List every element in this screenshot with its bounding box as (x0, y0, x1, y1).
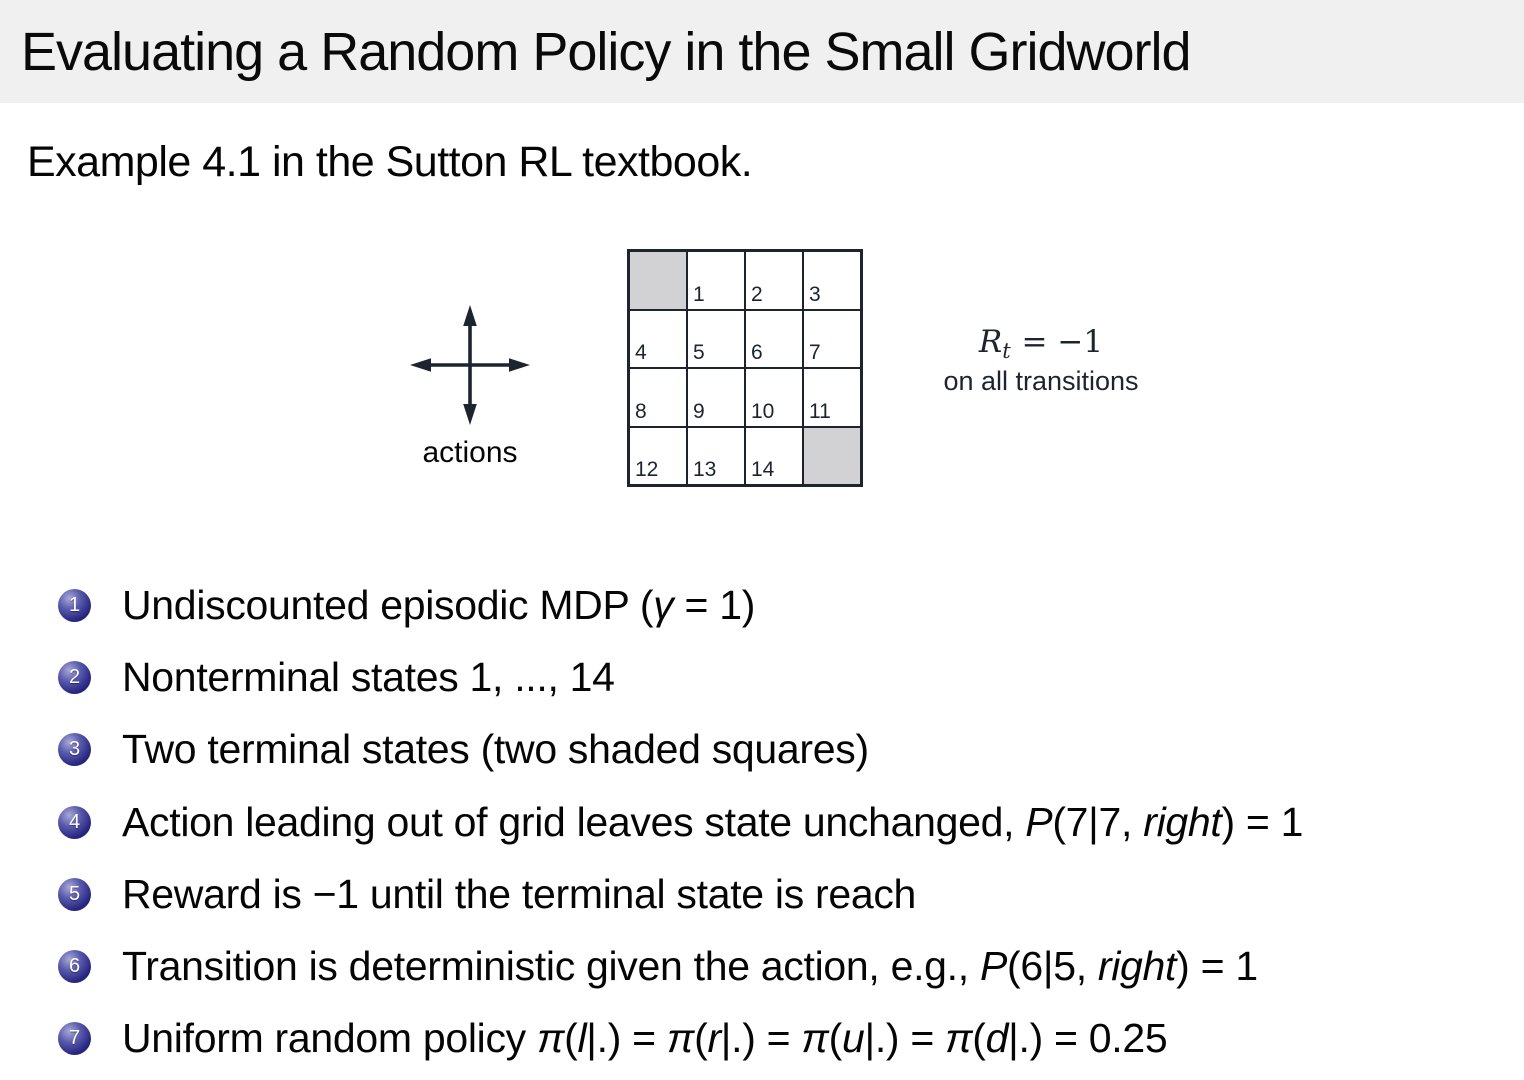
actions-cross-icon (410, 305, 530, 425)
reward-equation (943, 324, 1138, 363)
grid-cell (746, 252, 802, 309)
item-number-bullet: 3 (58, 733, 91, 766)
grid-cell (688, 252, 744, 309)
item-number-bullet: 1 (58, 589, 91, 622)
item-text: Two terminal states (two shaded squares) (122, 726, 869, 773)
grid-cell-label: 9 (693, 399, 705, 423)
item-text: Undiscounted episodic MDP (γ = 1) (122, 581, 756, 628)
item-number-bullet: 5 (58, 878, 91, 911)
grid-cell (630, 428, 686, 485)
grid-cell (630, 252, 686, 309)
actions-label: actions (422, 436, 518, 469)
item-number-bullet: 6 (58, 950, 91, 983)
grid-cell-label: 10 (751, 399, 775, 423)
grid-cell-label: 13 (693, 458, 717, 481)
item-text: Action leading out of grid leaves state unchanged, P(7|7, right) = 1 (122, 798, 1304, 845)
reward-symbol: R (978, 324, 1003, 360)
enumerate-list (58, 569, 1303, 1075)
grid-cell (688, 311, 744, 368)
grid-cell (804, 311, 860, 368)
grid-cell (804, 428, 860, 485)
grid-cell (746, 369, 802, 426)
grid-cell-label: 6 (751, 341, 763, 364)
reward-note: on all transitions (943, 366, 1139, 396)
grid-cell (688, 369, 744, 426)
item-text: Nonterminal states 1, ..., 14 (122, 653, 615, 700)
grid-cell-label: 4 (635, 341, 647, 364)
list-item (58, 714, 1303, 786)
grid-cell-label: 7 (809, 341, 821, 364)
item-number-bullet: 4 (58, 806, 91, 839)
reward-formula (943, 324, 1138, 397)
grid-cell-label: 12 (635, 458, 659, 481)
list-item (58, 930, 1303, 1002)
list-item (58, 858, 1303, 930)
grid-cell-label: 3 (809, 282, 821, 306)
grid-cell (630, 369, 686, 426)
list-item (58, 641, 1303, 713)
grid-cell (746, 428, 802, 485)
reward-value: = −1 (1011, 324, 1104, 360)
gridworld-grid (627, 249, 863, 487)
item-number-bullet: 7 (58, 1022, 91, 1055)
list-item (58, 1003, 1303, 1075)
item-text: Uniform random policy π(l|.) = π(r|.) = π(u|.) = π(d|.) = 0.25 (122, 1015, 1168, 1062)
grid-cell-label: 5 (693, 341, 705, 364)
example-note: Example 4.1 in the Sutton RL textbook. (27, 138, 753, 186)
grid-cell-label: 1 (693, 282, 705, 306)
grid-cell (746, 311, 802, 368)
item-text: Reward is −1 until the terminal state is reach (122, 870, 917, 917)
title-bar (0, 0, 1524, 103)
grid-cell (804, 252, 860, 309)
grid-cell-label: 8 (635, 399, 647, 423)
grid-cell-label: 14 (751, 458, 775, 481)
grid-cell (804, 369, 860, 426)
item-text: Transition is deterministic given the action, e.g., P(6|5, right) = 1 (122, 943, 1258, 990)
grid-cell (630, 311, 686, 368)
grid-cell-label: 11 (809, 399, 831, 423)
grid-cell (688, 428, 744, 485)
item-number-bullet: 2 (58, 661, 91, 694)
grid-cell-label: 2 (751, 282, 763, 306)
list-item (58, 786, 1303, 858)
slide-title: Evaluating a Random Policy in the Small Gridworld (21, 21, 1191, 82)
list-item (58, 569, 1303, 641)
reward-subscript: t (1002, 339, 1012, 363)
